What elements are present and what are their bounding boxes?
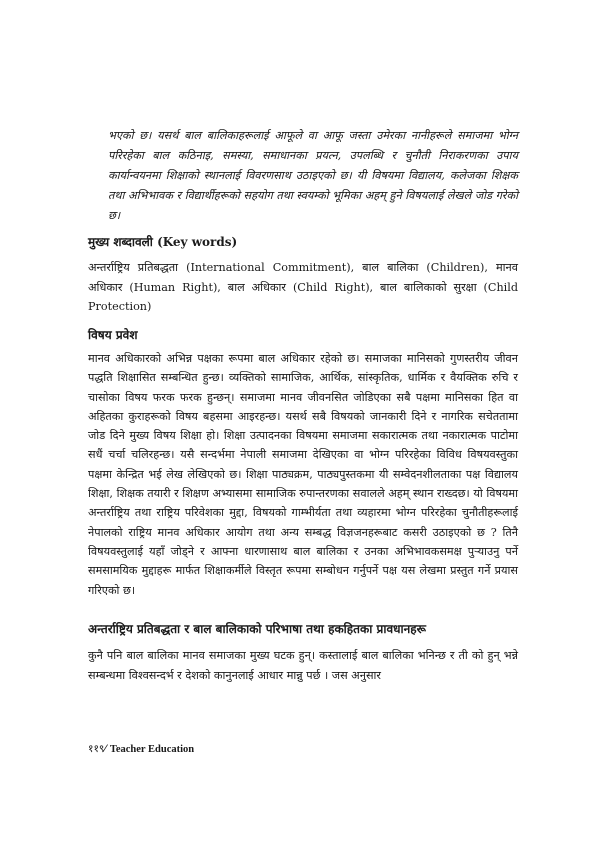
page-footer (88, 742, 194, 756)
journal-name: Teacher Education (109, 744, 195, 755)
introduction-heading: विषय प्रवेश (88, 328, 138, 342)
introduction-paragraph: मानव अधिकारको अभिन्न पक्षका रूपमा बाल अधिकार रहेको छ। समाजका मानिसको गुणस्तरीय जीवन पद्धति शिक्षासित सम्बन्धित हुन्छ। व्यक्तिको सामाजिक, आर्थिक, सांस्कृतिक, धार्मिक र वैयक्तिक रुचि र चासोका विषय फरक फरक हुन्छन्। समाजमा मानव जीवनसित जोडिएका सबै पक्षमा मानिसका हित वा अहितका कुराहरूको विषय बहसमा आइरहन्छ। यसर्थ सबै विषयको जानकारी दिने र नागरिक सचेततामा जोड दिने मुख्य विषय शिक्षा हो। शिक्षा उत्पादनका विषयमा समाजमा सकारात्मक तथा नकारात्मक पाटोमा सधैं चर्चा चलिरहन्छ। यसै सन्दर्भमा नेपाली समाजमा देखिएका वा भोग्न परिरहेका विविध विषयवस्तुका पक्षमा केन्द्रित भई लेख लेखिएको छ। शिक्षा पाठ्यक्रम, पाठ्यपुस्तकमा यी सम्वेदनशीलताका पक्ष विद्यालय शिक्षा, शिक्षक तयारी र शिक्षण अभ्यासमा सामाजिक रुपान्तरणका सवालले अहम् स्थान राख्दछ। यो विषयमा अन्तर्राष्ट्रिय तथा राष्ट्रिय परिवेशका मुद्दा, विषयको गाम्भीर्यता तथा व्यहारमा भोग्न परिरहेका चुनौतीहरूलाई नेपालको राष्ट्रिय मानव अधिकार आयोग तथा अन्य सम्बद्ध विज्ञजनहरूबाट कसरी उठाइएको छ ? तिनै विषयवस्तुलाई यहाँ जोड्ने र आफ्ना धारणासाथ बाल बालिका र उनका अभिभावकसमक्ष पुऱ्याउनु पर्ने समसामयिक मुद्दाहरू मार्फत शिक्षाकर्मीले विस्तृत रूपमा सम्बोधन गर्नुपर्ने पक्ष यस लेखमा प्रस्तुत गर्ने प्रयास गरिएको छ। (88, 352, 518, 597)
keywords-heading: मुख्य शब्दावली (Key words) (88, 235, 238, 249)
keywords-text: अन्तर्राष्ट्रिय प्रतिबद्धता (International Commitment), बाल बालिका (Children), मानव अधिकार (Human Right), बाल अधिकार (Child Right), बाल बालिकाको सुरक्षा (Child Protection) (88, 261, 518, 313)
abstract-paragraph: भएको छ। यसर्थ बाल बालिकाहरूलाई आफूले वा आफू जस्ता उमेरका नानीहरूले समाजमा भोग्न परिरहेका बाल कठिनाइ, समस्या, समाधानका प्रयत्न, उपलब्धि र चुनौती निराकरणका उपाय कार्यान्वयनमा शिक्षाको स्थानलाई विवरणसाथ उठाइएको छ। यी विषयमा विद्यालय, कलेजका शिक्षक तथा अभिभावक र विद्यार्थीहरूको सहयोग तथा स्वयम्को भूमिका अहम् हुने विषयलाई लेखले जोड गरेको छ। (108, 129, 518, 222)
section-paragraph: कुनै पनि बाल बालिका मानव समाजका मुख्य घटक हुन्। कस्तालाई बाल बालिका भनिन्छ र ती को हुन् भन्ने सम्बन्धमा विश्वसन्दर्भ र देशको कानुनलाई आधार मान्नु पर्छ । जस अनुसार (88, 649, 518, 682)
section-heading: अन्तर्राष्ट्रिय प्रतिबद्धता र बाल बालिकाको परिभाषा तथा हकहितका प्रावधानहरू (88, 622, 426, 636)
footer-separator: ⁄ (104, 743, 107, 755)
page-number: ११९ (88, 743, 105, 755)
